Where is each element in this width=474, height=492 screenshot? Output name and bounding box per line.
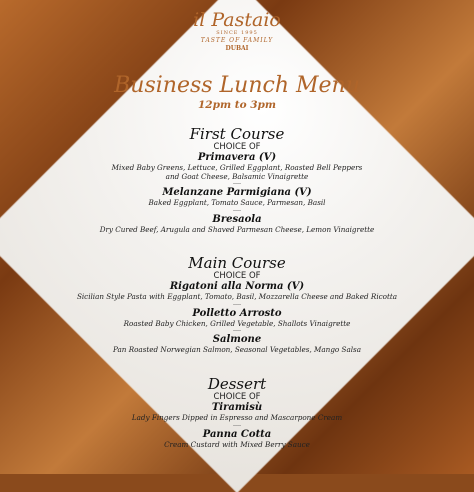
first-course-title: First Course (189, 125, 285, 143)
dish-description: and Goat Cheese, Balsamic Vinaigrette (165, 171, 309, 181)
dish-description: Pan Roasted Norwegian Salmon, Seasonal Vegetables, Mango Salsa (112, 345, 362, 354)
dish-name: Primavera (V) (197, 152, 277, 163)
dish-name: Salmone (212, 334, 262, 345)
main-course-title: Main Course (188, 254, 286, 272)
main-course-section (0, 256, 474, 355)
dessert-section (0, 377, 474, 449)
separator: ---- (232, 180, 242, 187)
brand-city: DUBAI (225, 45, 249, 52)
dish-name: Melanzane Parmigiana (V) (162, 187, 312, 198)
dish-description: Mixed Baby Greens, Lettuce, Grilled Eggplant, Roasted Bell Peppers (111, 163, 363, 172)
dessert-title: Dessert (207, 375, 267, 393)
dessert-choice: CHOICE OF (213, 392, 261, 402)
separator: ---- (232, 327, 242, 334)
dish-name: Panna Cotta (202, 428, 272, 440)
dish-description: Dry Cured Beef, Arugula and Shaved Parmesan Cheese, Lemon Vinaigrette (99, 224, 375, 234)
dish-name: Bresaola (212, 213, 262, 225)
brand-logo (0, 10, 474, 53)
menu-title: Business Lunch Menu (114, 73, 360, 98)
brand-since: SINCE 1995 (216, 30, 258, 36)
separator: ---- (232, 206, 242, 214)
first-course-section (0, 127, 474, 234)
separator: ---- (232, 300, 242, 308)
separator: ---- (232, 421, 242, 429)
menu-hours: 12pm to 3pm (198, 99, 276, 111)
brand-tagline: TASTE OF FAMILY (200, 37, 274, 44)
dish-description: Baked Eggplant, Tomato Sauce, Parmesan, Basil (148, 198, 326, 207)
main-course-choice: CHOICE OF (213, 271, 261, 281)
first-course-choice: CHOICE OF (213, 142, 261, 152)
dish-description: Lady Fingers Dipped in Espresso and Mascarpone Cream (131, 413, 343, 422)
dish-description: Sicilian Style Pasta with Eggplant, Tomato, Basil, Mozzarella Cheese and Baked Ricotta (76, 292, 398, 301)
dish-description: Roasted Baby Chicken, Grilled Vegetable, Shallots Vinaigrette (123, 318, 351, 328)
dish-name: Rigatoni alla Norma (V) (169, 281, 305, 292)
brand-name: il Pastaio (193, 9, 281, 31)
dish-name: Polletto Arrosto (192, 307, 282, 319)
dish-name: Tiramisù (211, 402, 263, 413)
dish-description: Cream Custard with Mixed Berry Sauce (164, 439, 310, 449)
